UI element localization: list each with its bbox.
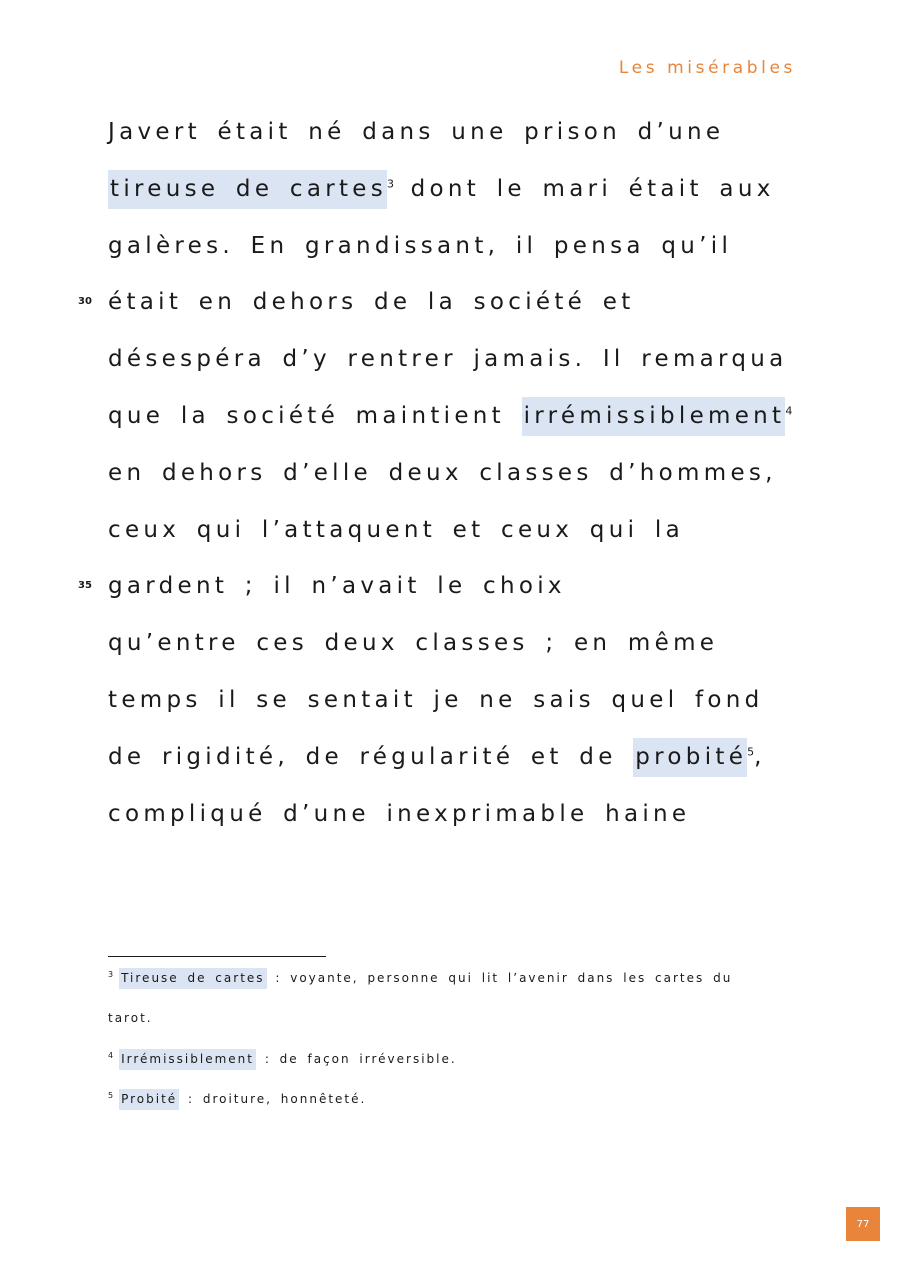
line-text: temps il se sentait je ne sais quel fond bbox=[108, 686, 764, 713]
text-line bbox=[108, 729, 808, 786]
footnote-rule bbox=[108, 956, 326, 957]
glossary-term: irrémissiblement bbox=[522, 397, 786, 436]
body-text bbox=[78, 104, 808, 842]
footnote-term: Probité bbox=[119, 1089, 179, 1110]
glossary-term: probité bbox=[633, 738, 747, 777]
line-text: était en dehors de la société et bbox=[108, 289, 635, 316]
footnote-term: Irrémissiblement bbox=[119, 1049, 256, 1070]
footnote bbox=[108, 968, 808, 988]
footnote-definition: : de façon irréversible. bbox=[256, 1052, 457, 1066]
running-title: Les misérables bbox=[618, 58, 796, 78]
line-text: en dehors d’elle deux classes d’hommes, bbox=[108, 459, 777, 486]
text-line bbox=[108, 331, 808, 388]
line-number: 30 bbox=[78, 296, 92, 308]
footnote-definition: : voyante, personne qui lit l’avenir dans les cartes du bbox=[266, 971, 733, 985]
footnote-number: 5 bbox=[108, 1091, 114, 1100]
line-text: qu’entre ces deux classes ; en même bbox=[108, 630, 719, 657]
line-text: que la société maintient bbox=[108, 402, 522, 429]
footnote-definition: : droiture, honnêteté. bbox=[179, 1092, 367, 1106]
line-text-after: , bbox=[754, 743, 766, 770]
text-line bbox=[108, 445, 808, 502]
line-number: 35 bbox=[78, 580, 92, 592]
footnote bbox=[108, 1049, 808, 1069]
footnotes bbox=[108, 968, 808, 1109]
text-line bbox=[108, 161, 808, 218]
line-text: compliqué d’une inexprimable haine bbox=[108, 800, 691, 827]
text-line bbox=[108, 104, 808, 161]
footnote-ref: 3 bbox=[387, 177, 395, 191]
text-line bbox=[78, 558, 808, 615]
glossary-term: tireuse de cartes bbox=[108, 170, 387, 209]
text-line bbox=[78, 274, 808, 331]
footnote-term: Tireuse de cartes bbox=[119, 968, 266, 989]
line-text: galères. En grandissant, il pensa qu’il bbox=[108, 232, 733, 259]
footnote-ref: 5 bbox=[747, 745, 755, 759]
text-line bbox=[108, 672, 808, 729]
line-text: de rigidité, de régularité et de bbox=[108, 743, 634, 770]
line-text: Javert était né dans une prison d’une bbox=[108, 119, 725, 145]
text-line bbox=[108, 615, 808, 672]
footnote-number: 4 bbox=[108, 1051, 114, 1060]
footnote-continuation: tarot. bbox=[108, 1011, 153, 1025]
line-text: désespéra d’y rentrer jamais. Il remarqua bbox=[108, 346, 788, 373]
text-line bbox=[108, 786, 808, 843]
page-number: 77 bbox=[846, 1207, 880, 1241]
text-line bbox=[108, 218, 808, 275]
line-text: gardent ; il n’avait le choix bbox=[108, 573, 566, 600]
footnote-ref: 4 bbox=[785, 404, 793, 418]
footnote bbox=[108, 1089, 808, 1109]
footnote-number: 3 bbox=[108, 970, 114, 979]
text-line bbox=[108, 388, 808, 445]
line-text: dont le mari était aux bbox=[394, 175, 775, 202]
line-text: ceux qui l’attaquent et ceux qui la bbox=[108, 516, 684, 543]
text-line bbox=[108, 502, 808, 559]
